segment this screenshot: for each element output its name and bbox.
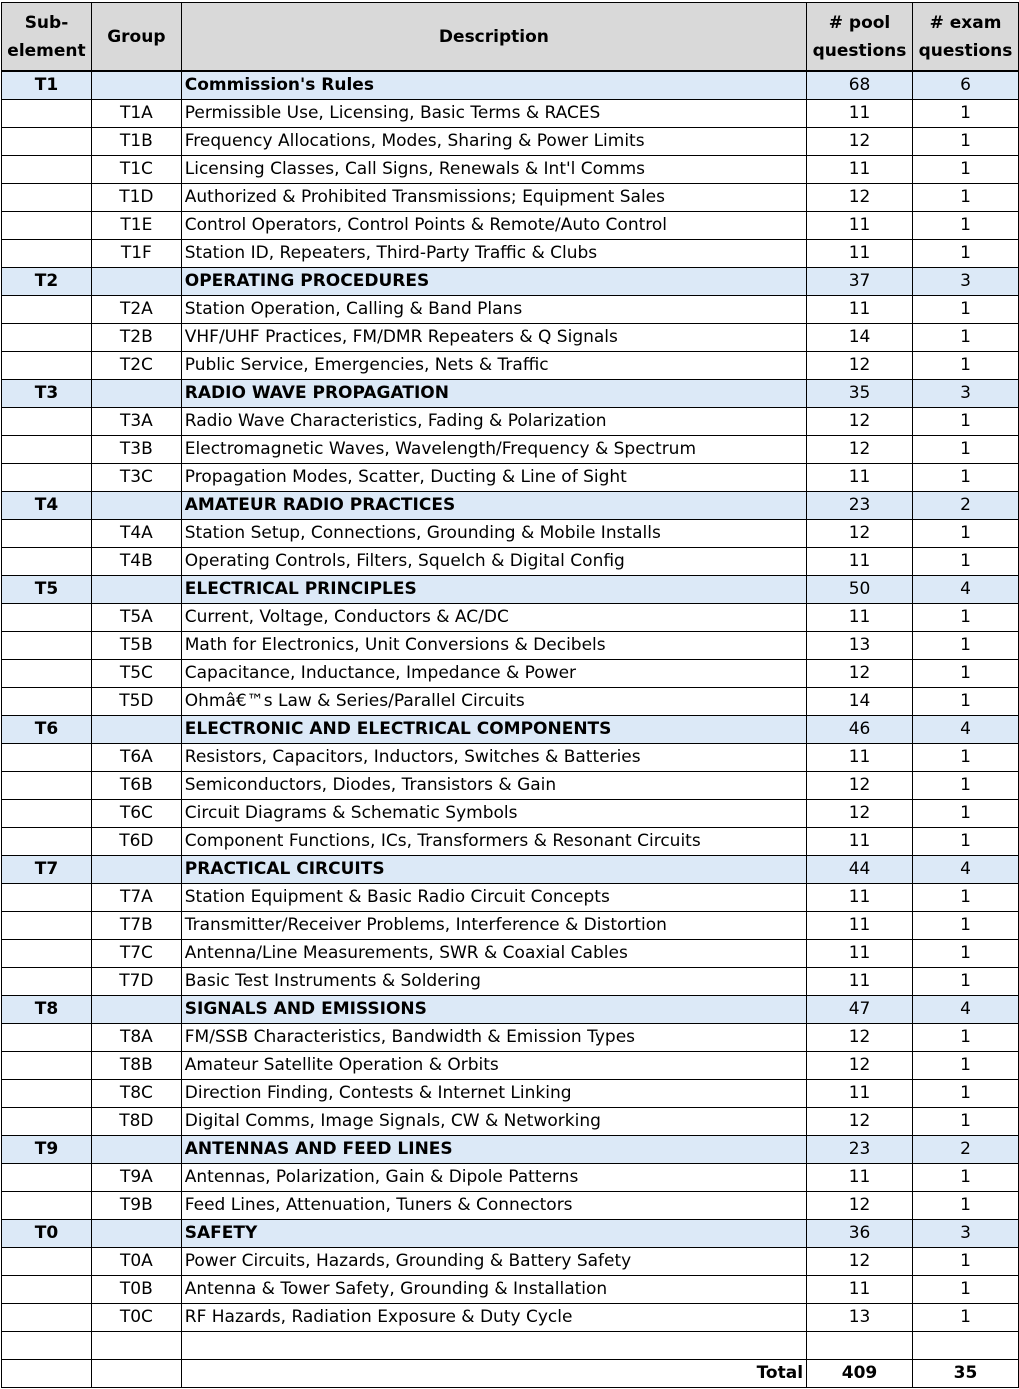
subelement-row <box>2 268 1019 296</box>
group-row <box>2 1080 1019 1108</box>
pool-questions-cell[interactable]: 68 <box>807 71 913 100</box>
group-cell[interactable]: T7B <box>91 912 181 940</box>
exam-questions-cell[interactable]: 1 <box>912 968 1018 996</box>
description-cell[interactable]: Radio Wave Characteristics, Fading & Polarization <box>181 408 806 436</box>
pool-questions-cell[interactable]: 13 <box>807 632 913 660</box>
group-row <box>2 184 1019 212</box>
exam-questions-cell[interactable]: 1 <box>912 800 1018 828</box>
pool-questions-cell[interactable]: 12 <box>807 436 913 464</box>
subelement-cell[interactable] <box>2 940 92 968</box>
group-cell[interactable]: T5B <box>91 632 181 660</box>
exam-questions-cell[interactable]: 1 <box>912 604 1018 632</box>
exam-questions-cell[interactable]: 4 <box>912 716 1018 744</box>
description-cell[interactable]: Antennas, Polarization, Gain & Dipole Patterns <box>181 1164 806 1192</box>
exam-questions-cell[interactable]: 2 <box>912 492 1018 520</box>
pool-questions-cell[interactable]: 12 <box>807 352 913 380</box>
pool-questions-cell[interactable]: 35 <box>807 380 913 408</box>
exam-questions-cell[interactable]: 1 <box>912 1080 1018 1108</box>
pool-questions-cell[interactable]: 12 <box>807 800 913 828</box>
subelement-row <box>2 380 1019 408</box>
subelement-cell[interactable] <box>2 828 92 856</box>
description-header-label: Description <box>438 26 549 47</box>
group-cell[interactable]: T9B <box>91 1192 181 1220</box>
exam-questions-cell[interactable]: 1 <box>912 1304 1018 1332</box>
pool-questions-cell[interactable]: 12 <box>807 184 913 212</box>
group-row <box>2 604 1019 632</box>
subelement-row <box>2 71 1019 100</box>
pool-questions-header[interactable] <box>807 3 913 72</box>
group-cell[interactable] <box>91 380 181 408</box>
description-cell[interactable]: VHF/UHF Practices, FM/DMR Repeaters & Q Signals <box>181 324 806 352</box>
pool-questions-cell[interactable]: 11 <box>807 968 913 996</box>
subelement-cell[interactable] <box>2 100 92 128</box>
group-row <box>2 1248 1019 1276</box>
exam-questions-cell[interactable]: 1 <box>912 324 1018 352</box>
group-cell[interactable] <box>91 1220 181 1248</box>
group-row <box>2 324 1019 352</box>
description-cell[interactable]: Station Operation, Calling & Band Plans <box>181 296 806 324</box>
group-row <box>2 408 1019 436</box>
exam-questions-cell[interactable]: 3 <box>912 380 1018 408</box>
subelement-row <box>2 576 1019 604</box>
subelement-cell[interactable] <box>2 1164 92 1192</box>
pool-questions-cell[interactable]: 11 <box>807 1164 913 1192</box>
subelement-cell[interactable] <box>2 912 92 940</box>
group-cell[interactable]: T8D <box>91 1108 181 1136</box>
subelement-row <box>2 492 1019 520</box>
exam-questions-cell[interactable]: 1 <box>912 744 1018 772</box>
exam-questions-cell[interactable]: 1 <box>912 464 1018 492</box>
description-cell[interactable]: Station Setup, Connections, Grounding & Mobile Installs <box>181 520 806 548</box>
description-header[interactable] <box>181 3 806 72</box>
group-row <box>2 156 1019 184</box>
group-cell[interactable]: T6A <box>91 744 181 772</box>
exam-questions-cell[interactable]: 1 <box>912 1052 1018 1080</box>
description-cell[interactable]: Antenna/Line Measurements, SWR & Coaxial Cables <box>181 940 806 968</box>
exam-questions-cell[interactable]: 4 <box>912 856 1018 884</box>
group-cell[interactable]: T3A <box>91 408 181 436</box>
description-cell[interactable]: Math for Electronics, Unit Conversions & Decibels <box>181 632 806 660</box>
group-row <box>2 100 1019 128</box>
exam-questions-cell[interactable]: 1 <box>912 1164 1018 1192</box>
group-row <box>2 1024 1019 1052</box>
group-cell[interactable] <box>91 716 181 744</box>
group-cell[interactable]: T1D <box>91 184 181 212</box>
group-row <box>2 352 1019 380</box>
group-row <box>2 632 1019 660</box>
group-cell[interactable] <box>91 996 181 1024</box>
exam-questions-cell[interactable]: 1 <box>912 884 1018 912</box>
group-row <box>2 296 1019 324</box>
blank-cell[interactable] <box>912 1332 1018 1360</box>
exam-questions-cell[interactable]: 1 <box>912 184 1018 212</box>
subelement-cell[interactable]: T0 <box>2 1220 92 1248</box>
description-cell[interactable]: Transmitter/Receiver Problems, Interference & Distortion <box>181 912 806 940</box>
group-row <box>2 1164 1019 1192</box>
exam-questions-cell[interactable]: 1 <box>912 688 1018 716</box>
subelement-cell[interactable] <box>2 520 92 548</box>
subelement-cell[interactable] <box>2 184 92 212</box>
group-cell[interactable]: T8A <box>91 1024 181 1052</box>
subelement-cell[interactable] <box>2 968 92 996</box>
description-cell[interactable]: Licensing Classes, Call Signs, Renewals & Int'l Comms <box>181 156 806 184</box>
pool-header-line2: questions <box>812 40 907 61</box>
description-cell[interactable]: Electromagnetic Waves, Wavelength/Frequency & Spectrum <box>181 436 806 464</box>
pool-questions-cell[interactable]: 12 <box>807 1024 913 1052</box>
subelement-cell[interactable] <box>2 128 92 156</box>
subelement-cell[interactable]: T8 <box>2 996 92 1024</box>
exam-questions-cell[interactable]: 1 <box>912 1108 1018 1136</box>
exam-questions-cell[interactable]: 1 <box>912 436 1018 464</box>
pool-questions-cell[interactable]: 11 <box>807 296 913 324</box>
group-cell[interactable]: T4B <box>91 548 181 576</box>
group-cell[interactable]: T7A <box>91 884 181 912</box>
exam-questions-cell[interactable]: 1 <box>912 100 1018 128</box>
table-body <box>2 71 1019 1332</box>
group-header[interactable] <box>91 3 181 72</box>
description-cell[interactable]: Feed Lines, Attenuation, Tuners & Connectors <box>181 1192 806 1220</box>
group-row <box>2 660 1019 688</box>
exam-questions-cell[interactable]: 1 <box>912 156 1018 184</box>
description-cell[interactable]: Station ID, Repeaters, Third-Party Traffic & Clubs <box>181 240 806 268</box>
header-row <box>2 3 1019 72</box>
group-cell[interactable]: T6C <box>91 800 181 828</box>
description-cell[interactable]: Circuit Diagrams & Schematic Symbols <box>181 800 806 828</box>
description-cell[interactable]: AMATEUR RADIO PRACTICES <box>181 492 806 520</box>
group-row <box>2 548 1019 576</box>
description-cell[interactable]: ANTENNAS AND FEED LINES <box>181 1136 806 1164</box>
description-cell[interactable]: Commission's Rules <box>181 71 806 100</box>
pool-questions-cell[interactable]: 12 <box>807 1248 913 1276</box>
description-cell[interactable]: Propagation Modes, Scatter, Ducting & Line of Sight <box>181 464 806 492</box>
description-cell[interactable]: Current, Voltage, Conductors & AC/DC <box>181 604 806 632</box>
pool-questions-cell[interactable]: 11 <box>807 744 913 772</box>
pool-questions-cell[interactable]: 50 <box>807 576 913 604</box>
subelement-header[interactable] <box>2 3 92 72</box>
exam-header-line2: questions <box>918 40 1013 61</box>
description-cell[interactable]: Permissible Use, Licensing, Basic Terms & RACES <box>181 100 806 128</box>
subelement-cell[interactable] <box>2 352 92 380</box>
subelement-cell[interactable] <box>2 660 92 688</box>
subelement-row <box>2 1136 1019 1164</box>
group-cell[interactable] <box>91 856 181 884</box>
subelement-cell[interactable]: T4 <box>2 492 92 520</box>
blank-cell[interactable] <box>91 1360 181 1388</box>
subelement-cell[interactable] <box>2 688 92 716</box>
blank-cell[interactable] <box>807 1332 913 1360</box>
group-cell[interactable]: T2C <box>91 352 181 380</box>
description-cell[interactable]: SAFETY <box>181 1220 806 1248</box>
question-pool-table <box>1 2 1019 1388</box>
subelement-cell[interactable] <box>2 800 92 828</box>
subelement-cell[interactable]: T6 <box>2 716 92 744</box>
exam-questions-cell[interactable]: 1 <box>912 660 1018 688</box>
description-cell[interactable]: Public Service, Emergencies, Nets & Traffic <box>181 352 806 380</box>
subelement-cell[interactable] <box>2 156 92 184</box>
exam-questions-cell[interactable]: 3 <box>912 268 1018 296</box>
group-cell[interactable]: T2B <box>91 324 181 352</box>
group-cell[interactable]: T5C <box>91 660 181 688</box>
subelement-cell[interactable] <box>2 1080 92 1108</box>
exam-questions-cell[interactable]: 1 <box>912 548 1018 576</box>
pool-questions-cell[interactable]: 12 <box>807 1192 913 1220</box>
subelement-cell[interactable] <box>2 1024 92 1052</box>
blank-cell[interactable] <box>2 1332 92 1360</box>
pool-questions-cell[interactable]: 12 <box>807 408 913 436</box>
group-row <box>2 688 1019 716</box>
group-cell[interactable] <box>91 1136 181 1164</box>
pool-questions-cell[interactable]: 11 <box>807 464 913 492</box>
exam-questions-cell[interactable]: 6 <box>912 71 1018 100</box>
subelement-cell[interactable] <box>2 296 92 324</box>
group-row <box>2 940 1019 968</box>
group-cell[interactable] <box>91 492 181 520</box>
exam-questions-cell[interactable]: 4 <box>912 576 1018 604</box>
pool-questions-cell[interactable]: 13 <box>807 1304 913 1332</box>
pool-questions-cell[interactable]: 11 <box>807 1080 913 1108</box>
pool-questions-cell[interactable]: 11 <box>807 212 913 240</box>
exam-questions-cell[interactable]: 1 <box>912 520 1018 548</box>
subelement-cell[interactable] <box>2 604 92 632</box>
group-row <box>2 464 1019 492</box>
exam-questions-cell[interactable]: 1 <box>912 772 1018 800</box>
subelement-cell[interactable] <box>2 1052 92 1080</box>
exam-questions-cell[interactable]: 1 <box>912 408 1018 436</box>
subelement-row <box>2 1220 1019 1248</box>
subelement-cell[interactable] <box>2 436 92 464</box>
description-cell[interactable]: Semiconductors, Diodes, Transistors & Gain <box>181 772 806 800</box>
group-cell[interactable]: T8B <box>91 1052 181 1080</box>
exam-questions-cell[interactable]: 1 <box>912 1024 1018 1052</box>
group-row <box>2 1304 1019 1332</box>
subelement-row <box>2 716 1019 744</box>
pool-questions-cell[interactable]: 11 <box>807 604 913 632</box>
group-header-label: Group <box>107 26 166 47</box>
group-row <box>2 1276 1019 1304</box>
pool-header-line1: # pool <box>828 12 891 33</box>
group-row <box>2 744 1019 772</box>
group-row <box>2 884 1019 912</box>
pool-questions-cell[interactable]: 44 <box>807 856 913 884</box>
group-row <box>2 1192 1019 1220</box>
blank-cell[interactable] <box>181 1332 806 1360</box>
subelement-cell[interactable]: T7 <box>2 856 92 884</box>
exam-questions-cell[interactable]: 1 <box>912 632 1018 660</box>
group-cell[interactable]: T7D <box>91 968 181 996</box>
pool-questions-cell[interactable]: 12 <box>807 1108 913 1136</box>
subelement-row <box>2 856 1019 884</box>
group-row <box>2 520 1019 548</box>
pool-questions-cell[interactable]: 11 <box>807 100 913 128</box>
description-cell[interactable]: OPERATING PROCEDURES <box>181 268 806 296</box>
description-cell[interactable]: ELECTRONIC AND ELECTRICAL COMPONENTS <box>181 716 806 744</box>
exam-questions-cell[interactable]: 1 <box>912 828 1018 856</box>
subelement-cell[interactable] <box>2 240 92 268</box>
exam-questions-cell[interactable]: 4 <box>912 996 1018 1024</box>
group-row <box>2 772 1019 800</box>
pool-questions-cell[interactable]: 11 <box>807 940 913 968</box>
exam-questions-cell[interactable]: 1 <box>912 296 1018 324</box>
group-cell[interactable]: T6D <box>91 828 181 856</box>
group-row <box>2 436 1019 464</box>
pool-questions-cell[interactable]: 11 <box>807 884 913 912</box>
subelement-cell[interactable] <box>2 1304 92 1332</box>
group-row <box>2 1052 1019 1080</box>
subelement-cell[interactable] <box>2 1276 92 1304</box>
subelement-cell[interactable] <box>2 464 92 492</box>
group-cell[interactable]: T2A <box>91 296 181 324</box>
group-cell[interactable]: T0C <box>91 1304 181 1332</box>
exam-header-line1: # exam <box>929 12 1002 33</box>
subelement-cell[interactable]: T3 <box>2 380 92 408</box>
subelement-header-line1: Sub- <box>24 12 69 33</box>
group-cell[interactable]: T6B <box>91 772 181 800</box>
group-row <box>2 212 1019 240</box>
subelement-cell[interactable] <box>2 744 92 772</box>
exam-questions-cell[interactable]: 1 <box>912 240 1018 268</box>
description-cell[interactable]: Operating Controls, Filters, Squelch & Digital Config <box>181 548 806 576</box>
total-label[interactable]: Total <box>181 1360 806 1388</box>
subelement-cell[interactable]: T2 <box>2 268 92 296</box>
subelement-cell[interactable] <box>2 632 92 660</box>
description-cell[interactable]: Direction Finding, Contests & Internet Linking <box>181 1080 806 1108</box>
description-cell[interactable]: Power Circuits, Hazards, Grounding & Battery Safety <box>181 1248 806 1276</box>
pool-questions-cell[interactable]: 12 <box>807 660 913 688</box>
description-cell[interactable]: Antenna & Tower Safety, Grounding & Installation <box>181 1276 806 1304</box>
exam-questions-cell[interactable]: 1 <box>912 940 1018 968</box>
subelement-cell[interactable] <box>2 1248 92 1276</box>
subelement-cell[interactable] <box>2 212 92 240</box>
pool-questions-cell[interactable]: 11 <box>807 240 913 268</box>
description-cell[interactable]: Capacitance, Inductance, Impedance & Power <box>181 660 806 688</box>
subelement-cell[interactable]: T5 <box>2 576 92 604</box>
description-cell[interactable]: RF Hazards, Radiation Exposure & Duty Cycle <box>181 1304 806 1332</box>
group-row <box>2 240 1019 268</box>
blank-row <box>2 1332 1019 1360</box>
group-cell[interactable] <box>91 71 181 100</box>
subelement-cell[interactable] <box>2 324 92 352</box>
group-cell[interactable]: T3B <box>91 436 181 464</box>
description-cell[interactable]: Basic Test Instruments & Soldering <box>181 968 806 996</box>
group-row <box>2 828 1019 856</box>
subelement-cell[interactable] <box>2 884 92 912</box>
description-cell[interactable]: Ohmâ€™s Law & Series/Parallel Circuits <box>181 688 806 716</box>
group-cell[interactable]: T1C <box>91 156 181 184</box>
subelement-header-line2: element <box>7 40 86 61</box>
pool-questions-cell[interactable]: 12 <box>807 520 913 548</box>
group-row <box>2 1108 1019 1136</box>
description-cell[interactable]: Frequency Allocations, Modes, Sharing & Power Limits <box>181 128 806 156</box>
group-row <box>2 128 1019 156</box>
description-cell[interactable]: Control Operators, Control Points & Remote/Auto Control <box>181 212 806 240</box>
exam-questions-header[interactable] <box>912 3 1018 72</box>
group-cell[interactable]: T3C <box>91 464 181 492</box>
group-cell[interactable]: T8C <box>91 1080 181 1108</box>
description-cell[interactable]: ELECTRICAL PRINCIPLES <box>181 576 806 604</box>
description-cell[interactable]: RADIO WAVE PROPAGATION <box>181 380 806 408</box>
pool-questions-cell[interactable]: 11 <box>807 912 913 940</box>
group-row <box>2 912 1019 940</box>
blank-cell[interactable] <box>2 1360 92 1388</box>
group-cell[interactable]: T4A <box>91 520 181 548</box>
exam-questions-cell[interactable]: 1 <box>912 1276 1018 1304</box>
group-cell[interactable]: T1A <box>91 100 181 128</box>
pool-questions-cell[interactable]: 11 <box>807 548 913 576</box>
subelement-cell[interactable] <box>2 408 92 436</box>
group-cell[interactable]: T7C <box>91 940 181 968</box>
description-cell[interactable]: FM/SSB Characteristics, Bandwidth & Emission Types <box>181 1024 806 1052</box>
subelement-cell[interactable] <box>2 1192 92 1220</box>
description-cell[interactable]: Amateur Satellite Operation & Orbits <box>181 1052 806 1080</box>
total-row <box>2 1360 1019 1388</box>
exam-questions-cell[interactable]: 1 <box>912 212 1018 240</box>
subelement-cell[interactable] <box>2 1108 92 1136</box>
pool-questions-cell[interactable]: 12 <box>807 128 913 156</box>
total-pool-questions[interactable]: 409 <box>807 1360 913 1388</box>
group-cell[interactable]: T0B <box>91 1276 181 1304</box>
total-exam-questions[interactable]: 35 <box>912 1360 1018 1388</box>
pool-questions-cell[interactable]: 11 <box>807 828 913 856</box>
group-row <box>2 800 1019 828</box>
description-cell[interactable]: Component Functions, ICs, Transformers & Resonant Circuits <box>181 828 806 856</box>
pool-questions-cell[interactable]: 12 <box>807 772 913 800</box>
pool-questions-cell[interactable]: 14 <box>807 688 913 716</box>
description-cell[interactable]: Station Equipment & Basic Radio Circuit Concepts <box>181 884 806 912</box>
pool-questions-cell[interactable]: 11 <box>807 156 913 184</box>
description-cell[interactable]: Resistors, Capacitors, Inductors, Switches & Batteries <box>181 744 806 772</box>
subelement-cell[interactable] <box>2 548 92 576</box>
group-cell[interactable] <box>91 576 181 604</box>
group-cell[interactable]: T5D <box>91 688 181 716</box>
exam-questions-cell[interactable]: 1 <box>912 352 1018 380</box>
group-cell[interactable]: T5A <box>91 604 181 632</box>
exam-questions-cell[interactable]: 3 <box>912 1220 1018 1248</box>
exam-questions-cell[interactable]: 1 <box>912 1248 1018 1276</box>
pool-questions-cell[interactable]: 11 <box>807 1276 913 1304</box>
exam-questions-cell[interactable]: 1 <box>912 1192 1018 1220</box>
blank-cell[interactable] <box>91 1332 181 1360</box>
group-cell[interactable]: T9A <box>91 1164 181 1192</box>
subelement-cell[interactable]: T9 <box>2 1136 92 1164</box>
pool-questions-cell[interactable]: 23 <box>807 1136 913 1164</box>
pool-questions-cell[interactable]: 12 <box>807 1052 913 1080</box>
pool-questions-cell[interactable]: 14 <box>807 324 913 352</box>
pool-questions-cell[interactable]: 36 <box>807 1220 913 1248</box>
pool-questions-cell[interactable]: 37 <box>807 268 913 296</box>
subelement-row <box>2 996 1019 1024</box>
pool-questions-cell[interactable]: 47 <box>807 996 913 1024</box>
description-cell[interactable]: SIGNALS AND EMISSIONS <box>181 996 806 1024</box>
description-cell[interactable]: PRACTICAL CIRCUITS <box>181 856 806 884</box>
pool-questions-cell[interactable]: 23 <box>807 492 913 520</box>
subelement-cell[interactable] <box>2 772 92 800</box>
group-cell[interactable]: T1E <box>91 212 181 240</box>
exam-questions-cell[interactable]: 1 <box>912 128 1018 156</box>
pool-questions-cell[interactable]: 46 <box>807 716 913 744</box>
group-cell[interactable]: T1B <box>91 128 181 156</box>
exam-questions-cell[interactable]: 1 <box>912 912 1018 940</box>
group-cell[interactable]: T0A <box>91 1248 181 1276</box>
description-cell[interactable]: Authorized & Prohibited Transmissions; Equipment Sales <box>181 184 806 212</box>
description-cell[interactable]: Digital Comms, Image Signals, CW & Networking <box>181 1108 806 1136</box>
group-row <box>2 968 1019 996</box>
group-cell[interactable]: T1F <box>91 240 181 268</box>
subelement-cell[interactable]: T1 <box>2 71 92 100</box>
exam-questions-cell[interactable]: 2 <box>912 1136 1018 1164</box>
group-cell[interactable] <box>91 268 181 296</box>
